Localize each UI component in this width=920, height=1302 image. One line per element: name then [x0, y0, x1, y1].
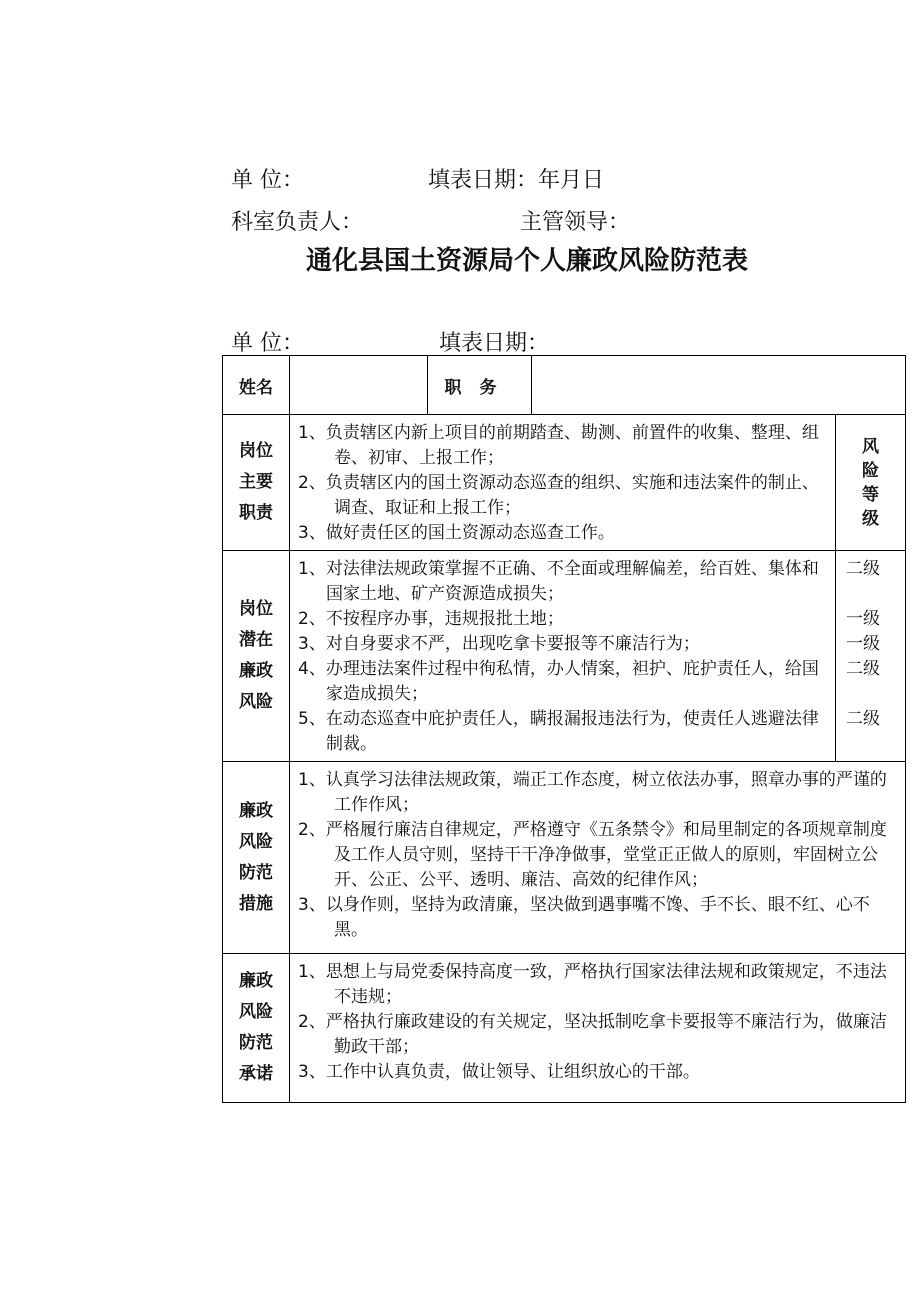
list-item: 2、严格执行廉政建设的有关规定，坚决抵制吃拿卡要报等不廉洁行为，做廉洁勤政干部；	[298, 1012, 887, 1057]
unit-label-2: 单 位：	[231, 331, 304, 356]
page-title: 通化县国土资源局个人廉政风险防范表	[306, 246, 749, 276]
risk-level: 二级	[846, 659, 880, 679]
commitment-label: 廉政 风险 防范 承诺	[223, 954, 290, 1103]
name-value[interactable]	[290, 356, 428, 415]
responsibilities-label: 岗位 主要 职责	[223, 415, 290, 551]
risk-level	[846, 582, 905, 607]
measures-label: 廉政 风险 防范 措施	[223, 762, 290, 954]
list-item: 3、以身作则，坚持为政清廉，坚决做到遇事嘴不馋、手不长、眼不红、心不黑。	[298, 895, 870, 940]
list-item: 3、对自身要求不严，出现吃拿卡要报等不廉洁行为；	[298, 634, 700, 654]
list-item: 4、办理违法案件过程中徇私情，办人情案，袒护、庇护责任人，给国家造成损失；	[298, 659, 819, 704]
risk-level: 二级	[846, 559, 880, 579]
list-item: 1、对法律法规政策掌握不正确、不全面或理解偏差，给百姓、集体和国家土地、矿产资源造成损失；	[298, 559, 819, 604]
risk-level-header: 风 险 等 级	[836, 415, 906, 551]
leader-label: 主管领导：	[520, 210, 631, 235]
risk-level: 一级	[846, 609, 880, 629]
measures-list	[290, 762, 906, 954]
list-item: 2、严格履行廉洁自律规定，严格遵守《五条禁令》和局里制定的各项规章制度及工作人员守则，坚持干干净净做事，堂堂正正做人的原则，牢固树立公开、公正、公平、透明、廉洁、高效的纪律作风；	[298, 820, 887, 890]
risks-list	[290, 551, 836, 762]
risk-levels	[836, 551, 906, 762]
section-head-label: 科室负责人：	[231, 210, 364, 235]
risks-label: 岗位 潜在 廉政 风险	[223, 551, 290, 762]
list-item: 2、负责辖区内的国土资源动态巡查的组织、实施和违法案件的制止、调查、取证和上报工作；	[298, 473, 819, 518]
commitment-list	[290, 954, 906, 1103]
list-item: 1、思想上与局党委保持高度一致，严格执行国家法律法规和政策规定，不违法不违规；	[298, 962, 887, 1007]
risk-level: 一级	[846, 634, 880, 654]
duty-label: 职务	[428, 356, 532, 415]
risk-form-table	[222, 355, 906, 1103]
unit-label-1: 单 位：	[231, 168, 304, 193]
list-item: 5、在动态巡查中庇护责任人，瞒报漏报违法行为，使责任人逃避法律制裁。	[298, 709, 819, 754]
responsibilities-list	[290, 415, 836, 551]
list-item: 1、负责辖区内新上项目的前期踏查、勘测、前置件的收集、整理、组卷、初审、上报工作；	[298, 423, 819, 468]
risk-level	[846, 682, 905, 707]
list-item: 3、工作中认真负责，做让领导、让组织放心的干部。	[298, 1062, 700, 1082]
name-label: 姓名	[223, 356, 290, 415]
duty-value[interactable]	[532, 356, 906, 415]
list-item: 3、做好责任区的国土资源动态巡查工作。	[298, 523, 615, 543]
list-item: 1、认真学习法律法规政策，端正工作态度，树立依法办事，照章办事的严谨的工作作风；	[298, 770, 887, 815]
risk-level: 二级	[846, 709, 880, 729]
list-item: 2、不按程序办事，违规报批土地；	[298, 609, 564, 629]
fill-date-label-2: 填表日期：	[439, 331, 550, 356]
fill-date-label-1: 填表日期：年月日	[428, 168, 605, 193]
